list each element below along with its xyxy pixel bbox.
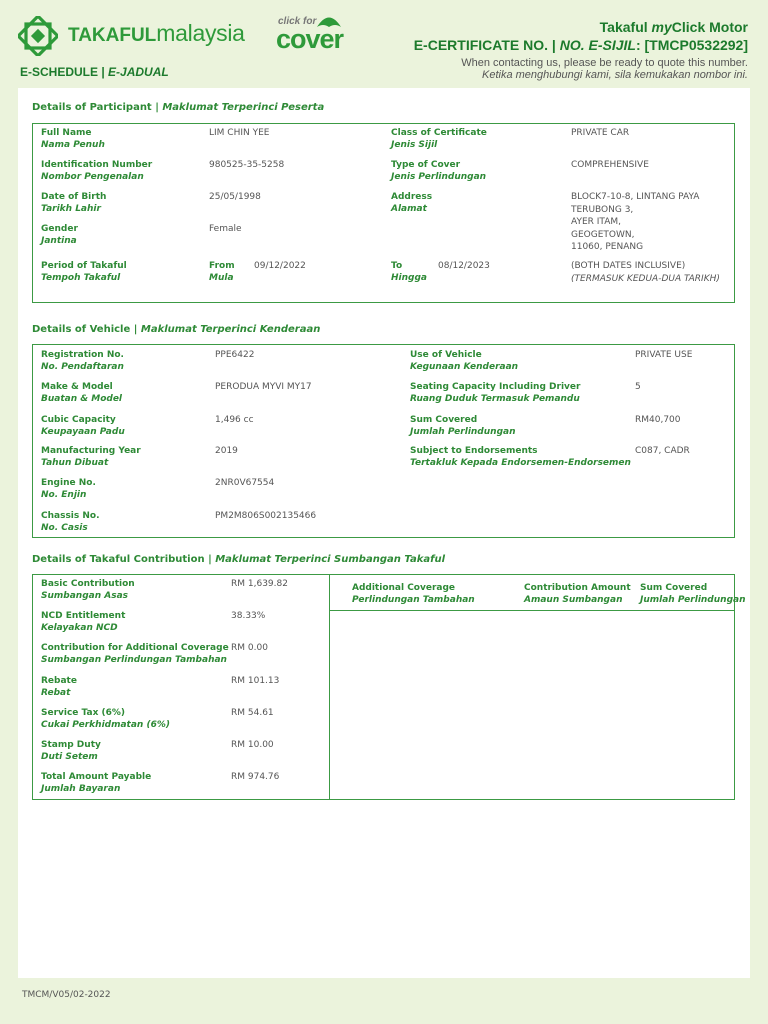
inclusive-note-malay: (TERMASUK KEDUA-DUA TARIKH) [571,274,720,284]
document-body [18,88,750,978]
full-name-label: Full Name Nama Penuh [41,128,105,150]
use-of-vehicle-value: PRIVATE USE [635,350,693,360]
use-of-vehicle-label: Use of Vehicle Kegunaan Kenderaan [410,350,519,372]
cubic-capacity-value: 1,496 cc [215,415,254,425]
id-number-label: Identification Number Nombor Pengenalan [41,160,153,182]
participant-box [32,123,735,303]
cover-type-value: COMPREHENSIVE [571,160,649,170]
period-label: Period of Takaful Tempoh Takaful [41,261,127,283]
id-number-value: 980525-35-5258 [209,160,285,170]
inclusive-note: (BOTH DATES INCLUSIVE) [571,261,686,271]
contribution-row-label: Stamp Duty Duti Setem [41,740,101,762]
sum-covered-column: Sum Covered Jumlah Perlindungan [640,583,746,605]
registration-value: PPE6422 [215,350,255,360]
vehicle-section-title: Details of Vehicle | Maklumat Terperinci Kenderaan [32,324,321,335]
full-name-value: LIM CHIN YEE [209,128,270,138]
engine-no-label: Engine No. No. Enjin [41,478,96,500]
contribution-row-value: RM 54.61 [231,708,274,718]
contribution-section-title: Details of Takaful Contribution | Maklumat Terperinci Sumbangan Takaful [32,554,445,565]
dob-label: Date of Birth Tarikh Lahir [41,192,107,214]
contribution-row-label: Contribution for Additional Coverage Sumbangan Perlindungan Tambahan [41,643,229,665]
address-value: BLOCK7-10-8, LINTANG PAYA TERUBONG 3, AYER ITAM, GEOGETOWN, 11060, PENANG [571,192,700,252]
make-model-label: Make & Model Buatan & Model [41,382,123,404]
manufacturing-year-label: Manufacturing Year Tahun Dibuat [41,446,141,468]
brand-logo-text: TAKAFULmalaysia [68,20,245,46]
additional-coverage-table [329,575,746,799]
contribution-amount-column: Contribution Amount Amaun Sumbangan [524,583,631,605]
form-code: TMCM/V05/02-2022 [22,990,111,1000]
seating-capacity-label: Seating Capacity Including Driver Ruang Duduk Termasuk Pemandu [410,382,581,404]
seating-capacity-value: 5 [635,382,641,392]
endorsements-value: C087, CADR [635,446,690,456]
contribution-row-label: Basic Contribution Sumbangan Asas [41,579,135,601]
chassis-no-value: PM2M806S002135466 [215,511,317,521]
eschedule-title: E-SCHEDULE | E-JADUAL [20,65,169,79]
cubic-capacity-label: Cubic Capacity Keupayaan Padu [41,415,125,437]
chassis-no-label: Chassis No. No. Casis [41,511,100,533]
additional-coverage-column: Additional Coverage Perlindungan Tambahan [352,583,475,605]
contribution-row-value: RM 101.13 [231,676,280,686]
make-model-value: PERODUA MYVI MY17 [215,382,312,392]
cfc-wordmark: cover [276,24,344,54]
from-date-value: 09/12/2022 [254,261,306,271]
vehicle-box [32,344,735,538]
contribution-row-label: Service Tax (6%) Cukai Perkhidmatan (6%) [41,708,170,730]
address-label: Address Alamat [391,192,433,214]
class-value: PRIVATE CAR [571,128,630,138]
takaful-malaysia-logo-icon [18,16,58,56]
contribution-row-value: RM 10.00 [231,740,274,750]
contribution-row-value: 38.33% [231,611,266,621]
to-date-value: 08/12/2023 [438,261,490,271]
sum-covered-label: Sum Covered Jumlah Perlindungan [410,415,516,437]
gender-value: Female [209,224,242,234]
contribution-row-value: RM 0.00 [231,643,268,653]
cfc-tagline: click for [278,16,317,27]
cover-type-label: Type of Cover Jenis Perlindungan [391,160,487,182]
contribution-row-label: Rebate Rebat [41,676,77,698]
contact-note: When contacting us, please be ready to quote this number. Ketika menghubungi kami, sila kemukakan nombor ini. [461,57,748,81]
contribution-row-value: RM 1,639.82 [231,579,288,589]
certificate-number: E-CERTIFICATE NO. | NO. E-SIJIL: [TMCP0532292] [413,37,748,53]
contribution-row-value: RM 974.76 [231,772,280,782]
contribution-row-label: NCD Entitlement Kelayakan NCD [41,611,126,633]
participant-section-title: Details of Participant | Maklumat Terperinci Peserta [32,102,325,113]
registration-label: Registration No. No. Pendaftaran [41,350,124,372]
engine-no-value: 2NR0V67554 [215,478,275,488]
manufacturing-year-value: 2019 [215,446,238,456]
endorsements-label: Subject to Endorsements Tertakluk Kepada Endorsemen-Endorsemen [410,446,631,468]
contribution-row-label: Total Amount Payable Jumlah Bayaran [41,772,152,794]
click-for-cover-logo [274,14,346,54]
product-name: Takaful myClick Motor [599,19,748,35]
certificate-header [414,18,748,54]
sum-covered-value: RM40,700 [635,415,681,425]
contribution-box [32,574,746,800]
gender-label: Gender Jantina [41,224,78,246]
additional-coverage-header [330,575,746,611]
from-label: From Mula [209,261,235,283]
class-label: Class of Certificate Jenis Sijil [391,128,487,150]
dob-value: 25/05/1998 [209,192,261,202]
to-label: To Hingga [391,261,427,283]
